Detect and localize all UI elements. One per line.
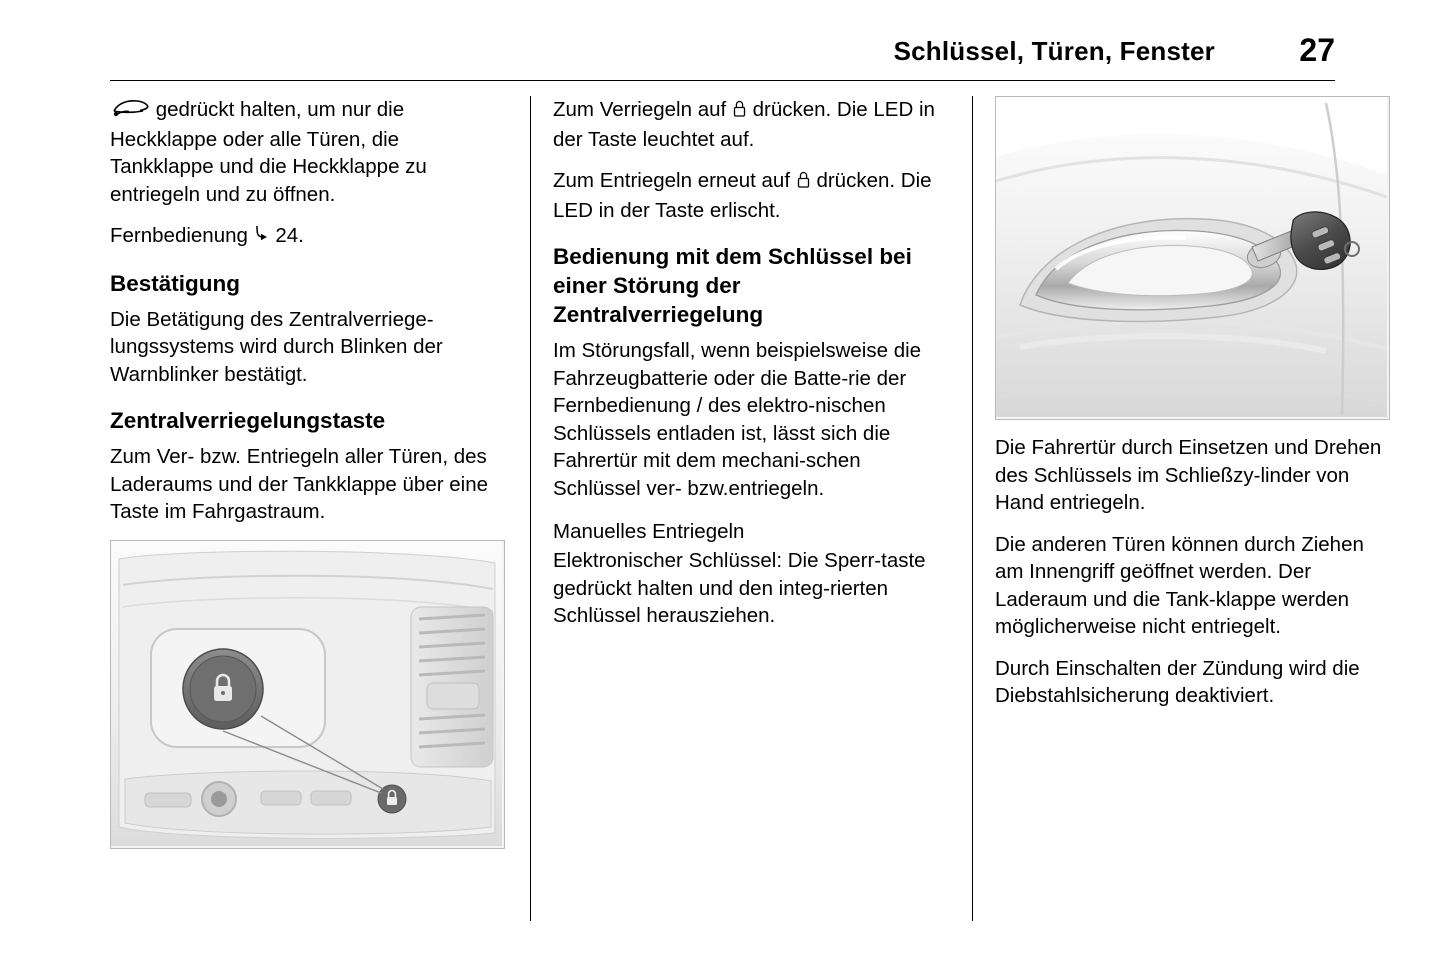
page-number: 27 [1299, 32, 1335, 68]
verriegeln-text-b: drücken. Die LED in der Taste leuchtet auf. [553, 98, 935, 151]
paragraph-zentralverriegelungstaste: Zum Ver- bzw. Entriegeln aller Türen, des Laderaums und der Tankklappe über eine Taste im Fahrgastraum. [110, 445, 488, 523]
remote-page-ref: 24. [275, 224, 304, 247]
remote-label: Fernbedienung [110, 224, 248, 247]
paragraph-verriegeln [553, 96, 948, 153]
verriegeln-text-a: Zum Verriegeln auf [553, 98, 727, 121]
figure-center-console [110, 540, 505, 849]
column-divider-1 [530, 96, 531, 921]
central-lock-icon [732, 98, 747, 126]
subheading-manuelles-entriegeln: Manuelles Entriegeln [553, 520, 745, 543]
page-columns [110, 96, 1382, 921]
central-lock-icon [796, 169, 811, 197]
page-title: Schlüssel, Türen, Fenster [893, 36, 1215, 66]
header-divider [110, 80, 1335, 81]
caption-fahrertuer: Die Fahrertür durch Einsetzen und Drehen des Schlüssels im Schließzy-linder von Hand entriegeln. [995, 436, 1382, 514]
column-divider-2 [972, 96, 973, 921]
column-1 [110, 96, 505, 921]
paragraph-zuendung: Durch Einschalten der Zündung wird die Diebstahlsicherung deaktiviert. [995, 656, 1360, 707]
heading-bedienung-stoerung: Bedienung mit dem Schlüssel bei einer Störung der Zentralverriegelung [553, 244, 912, 327]
reference-arrow-icon [254, 223, 270, 251]
paragraph-manuelles-entriegeln: Elektronischer Schlüssel: Die Sperr-taste gedrückt halten und den integ-rierten Schlüssel herausziehen. [553, 549, 926, 627]
paragraph-entriegeln [553, 167, 948, 224]
figure-door-handle-key [995, 96, 1390, 420]
paragraph-tailgate-unlock-text: gedrückt halten, um nur die Heckklappe oder alle Türen, die Tankklappe und die Heckklappe zu entriegeln und zu öffnen. [110, 98, 427, 206]
entriegeln-text-a: Zum Entriegeln erneut auf [553, 169, 791, 192]
column-2 [553, 96, 948, 921]
heading-bestaetigung: Bestätigung [110, 270, 241, 296]
heading-zentralverriegelungstaste: Zentralverriegelungstaste [110, 408, 386, 433]
paragraph-andere-tueren: Die anderen Türen können durch Ziehen am Innengriff geöffnet werden. Der Laderaum und die Tank-klappe werden möglicherweise nicht entriegelt. [995, 532, 1364, 638]
paragraph-tailgate-unlock [110, 96, 505, 208]
entriegeln-text-b: drücken. Die LED in der Taste erlischt. [553, 169, 932, 222]
paragraph-stoerungsfall: Im Störungsfall, wenn beispielsweise die Fahrzeugbatterie oder die Batte-rie der Fernbedienung / des elektro-nischen Schlüssels entladen ist, lässt sich die Fahrertür mit dem mechani-schen Schlüssel ver- bzw.entriegeln. [553, 339, 922, 500]
paragraph-remote-reference [110, 222, 505, 251]
paragraph-bestaetigung: Die Betätigung des Zentralverriege-lungssystems wird durch Blinken der Warnblinker bestätigt. [110, 307, 443, 386]
page-header [110, 32, 1335, 82]
tailgate-unlock-icon [110, 98, 150, 126]
column-3 [995, 96, 1390, 921]
